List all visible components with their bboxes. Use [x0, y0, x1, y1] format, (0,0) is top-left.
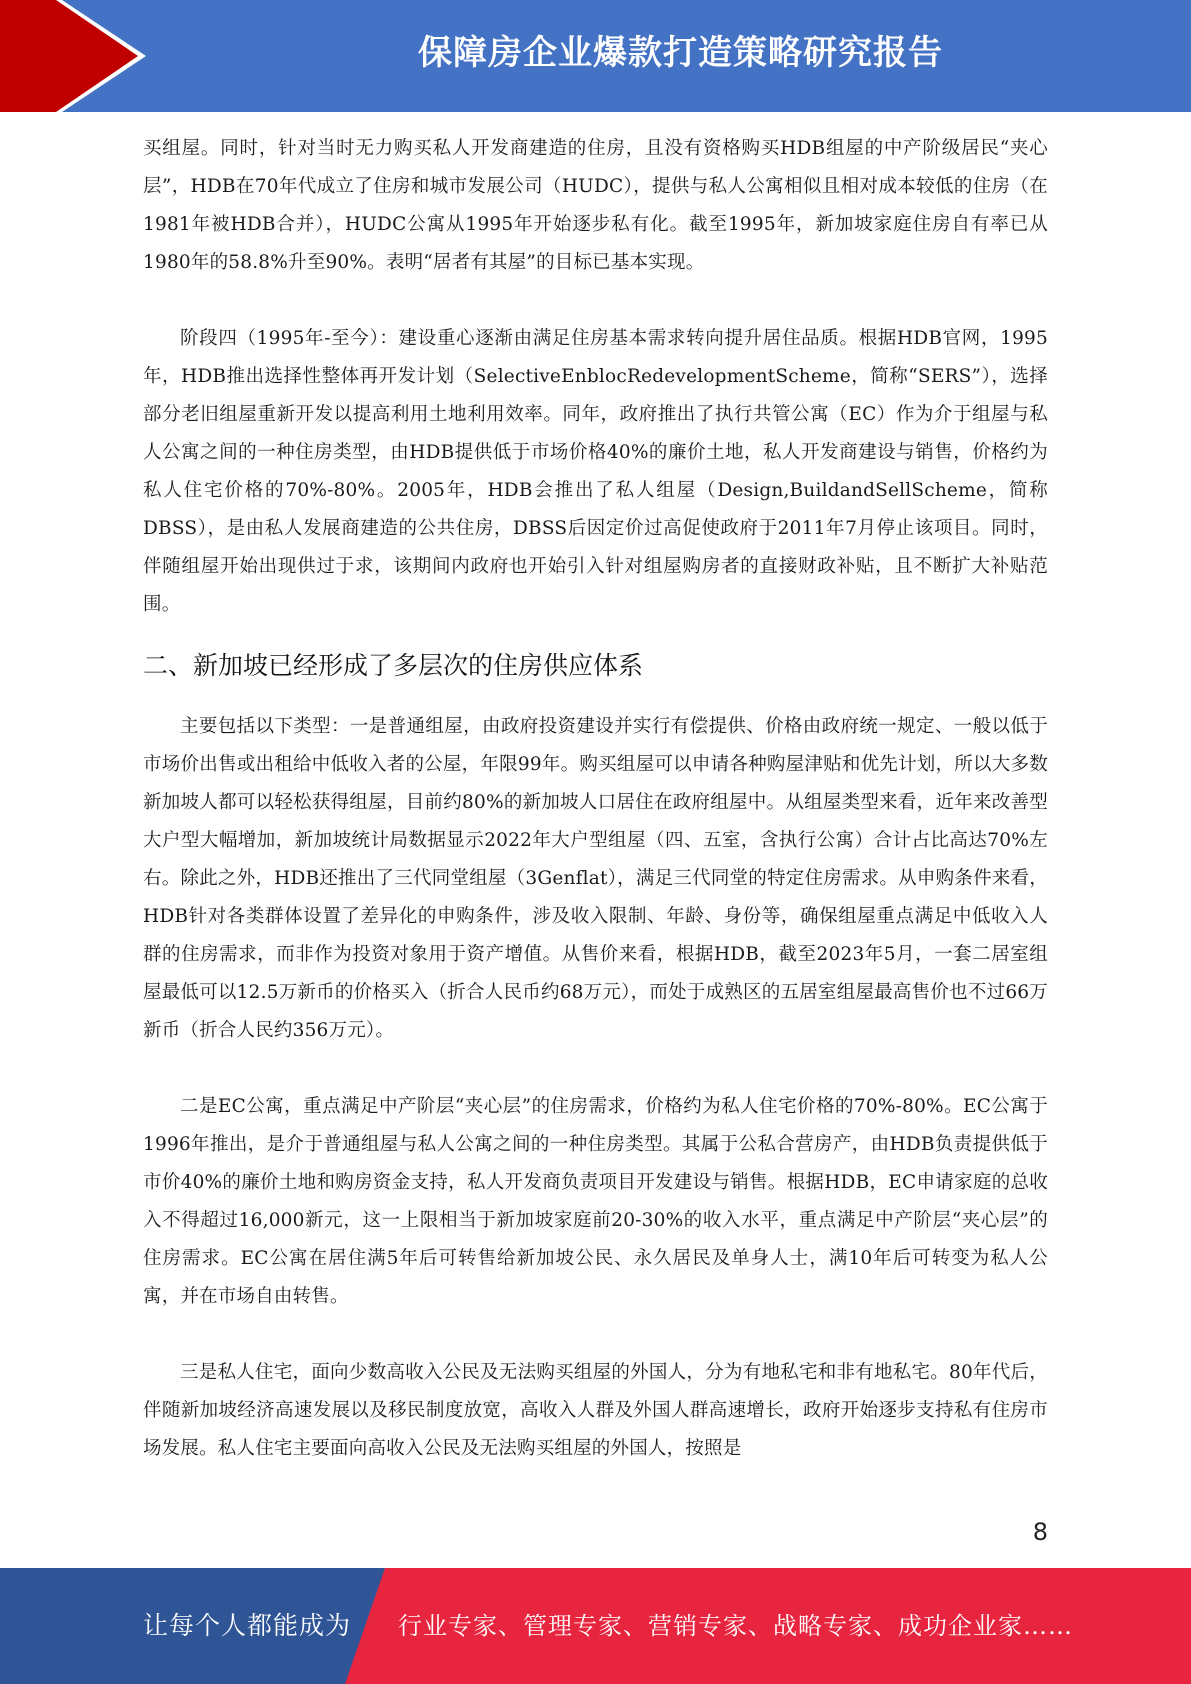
- document-body: [143, 130, 1048, 1468]
- paragraph-private-housing: 三是私人住宅，面向少数高收入公民及无法购买组屋的外国人，分为有地私宅和非有地私宅。80年代后，伴随新加坡经济高速发展以及移民制度放宽，高收入人群及外国人群高速增长，政府开始逐步支持私有住房市场发展。私人住宅主要面向高收入公民及无法购买组屋的外国人，按照是: [143, 1362, 1048, 1459]
- page-header: [0, 0, 1191, 112]
- page-footer: [0, 1568, 1191, 1684]
- paragraph-stage-four: 阶段四（1995年-至今）：建设重心逐渐由满足住房基本需求转向提升居住品质。根据HDB官网，1995年，HDB推出选择性整体再开发计划（SelectiveEnblocRedevelopmentScheme，简称“SERS”），选择部分老旧组屋重新开发以提高利用土地利用效率。同年，政府推出了执行共管公寓（EC）作为介于组屋与私人公寓之间的一种住房类型，由HDB提供低于市场价格40%的廉价土地，私人开发商建设与销售，价格约为私人住宅价格的70%-80%。2005年，HDB会推出了私人组屋（Design,BuildandSellScheme，简称DBSS），是由私人发展商建造的公共住房，DBSS后因定价过高促使政府于2011年7月停止该项目。同时，伴随组屋开始出现供过于求，该期间内政府也开始引入针对组屋购房者的直接财政补贴，且不断扩大补贴范围。: [143, 328, 1048, 615]
- paragraph-hdb-hudc: 买组屋。同时，针对当时无力购买私人开发商建造的住房，且没有资格购买HDB组屋的中产阶级居民“夹心层”，HDB在70年代成立了住房和城市发展公司（HUDC），提供与私人公寓相似且相对成本较低的住房（在1981年被HDB合并），HUDC公寓从1995年开始逐步私有化。截至1995年，新加坡家庭住房自有率已从1980年的58.8%升至90%。表明“居者有其屋”的目标已基本实现。: [143, 138, 1048, 273]
- page-number: 8: [1032, 1518, 1048, 1546]
- footer-slogan-left: 让每个人都能成为: [143, 1611, 352, 1640]
- paragraph-public-housing: 主要包括以下类型：一是普通组屋，由政府投资建设并实行有偿提供、价格由政府统一规定、一般以低于市场价出售或出租给中低收入者的公屋，年限99年。购买组屋可以申请各种购屋津贴和优先计划，所以大多数新加坡人都可以轻松获得组屋，目前约80%的新加坡人口居住在政府组屋中。从组屋类型来看，近年来改善型大户型大幅增加，新加坡统计局数据显示2022年大户型组屋（四、五室，含执行公寓）合计占比高达70%左右。除此之外，HDB还推出了三代同堂组屋（3Genflat），满足三代同堂的特定住房需求。从申购条件来看，HDB针对各类群体设置了差异化的申购条件，涉及收入限制、年龄、身份等，确保组屋重点满足中低收入人群的住房需求，而非作为投资对象用于资产增值。从售价来看，根据HDB，截至2023年5月，一套二居室组屋最低可以12.5万新币的价格买入（折合人民币约68万元），而处于成熟区的五居室组屋最高售价也不过66万新币（折合人民约356万元）。: [143, 716, 1048, 1041]
- section-heading: 二、新加坡已经形成了多层次的住房供应体系: [143, 651, 644, 680]
- footer-slogan-right: 行业专家、管理专家、营销专家、战略专家、成功企业家……: [398, 1612, 1073, 1640]
- report-title: 保障房企业爆款打造策略研究报告: [418, 33, 943, 73]
- paragraph-ec-condo: 二是EC公寓，重点满足中产阶层“夹心层”的住房需求，价格约为私人住宅价格的70%-80%。EC公寓于1996年推出，是介于普通组屋与私人公寓之间的一种住房类型。其属于公私合营房产，由HDB负责提供低于市价40%的廉价土地和购房资金支持，私人开发商负责项目开发建设与销售。根据HDB，EC申请家庭的总收入不得超过16,000新元，这一上限相当于新加坡家庭前20-30%的收入水平，重点满足中产阶层“夹心层”的住房需求。EC公寓在居住满5年后可转售给新加坡公民、永久居民及单身人士，满10年后可转变为私人公寓，并在市场自由转售。: [143, 1096, 1048, 1307]
